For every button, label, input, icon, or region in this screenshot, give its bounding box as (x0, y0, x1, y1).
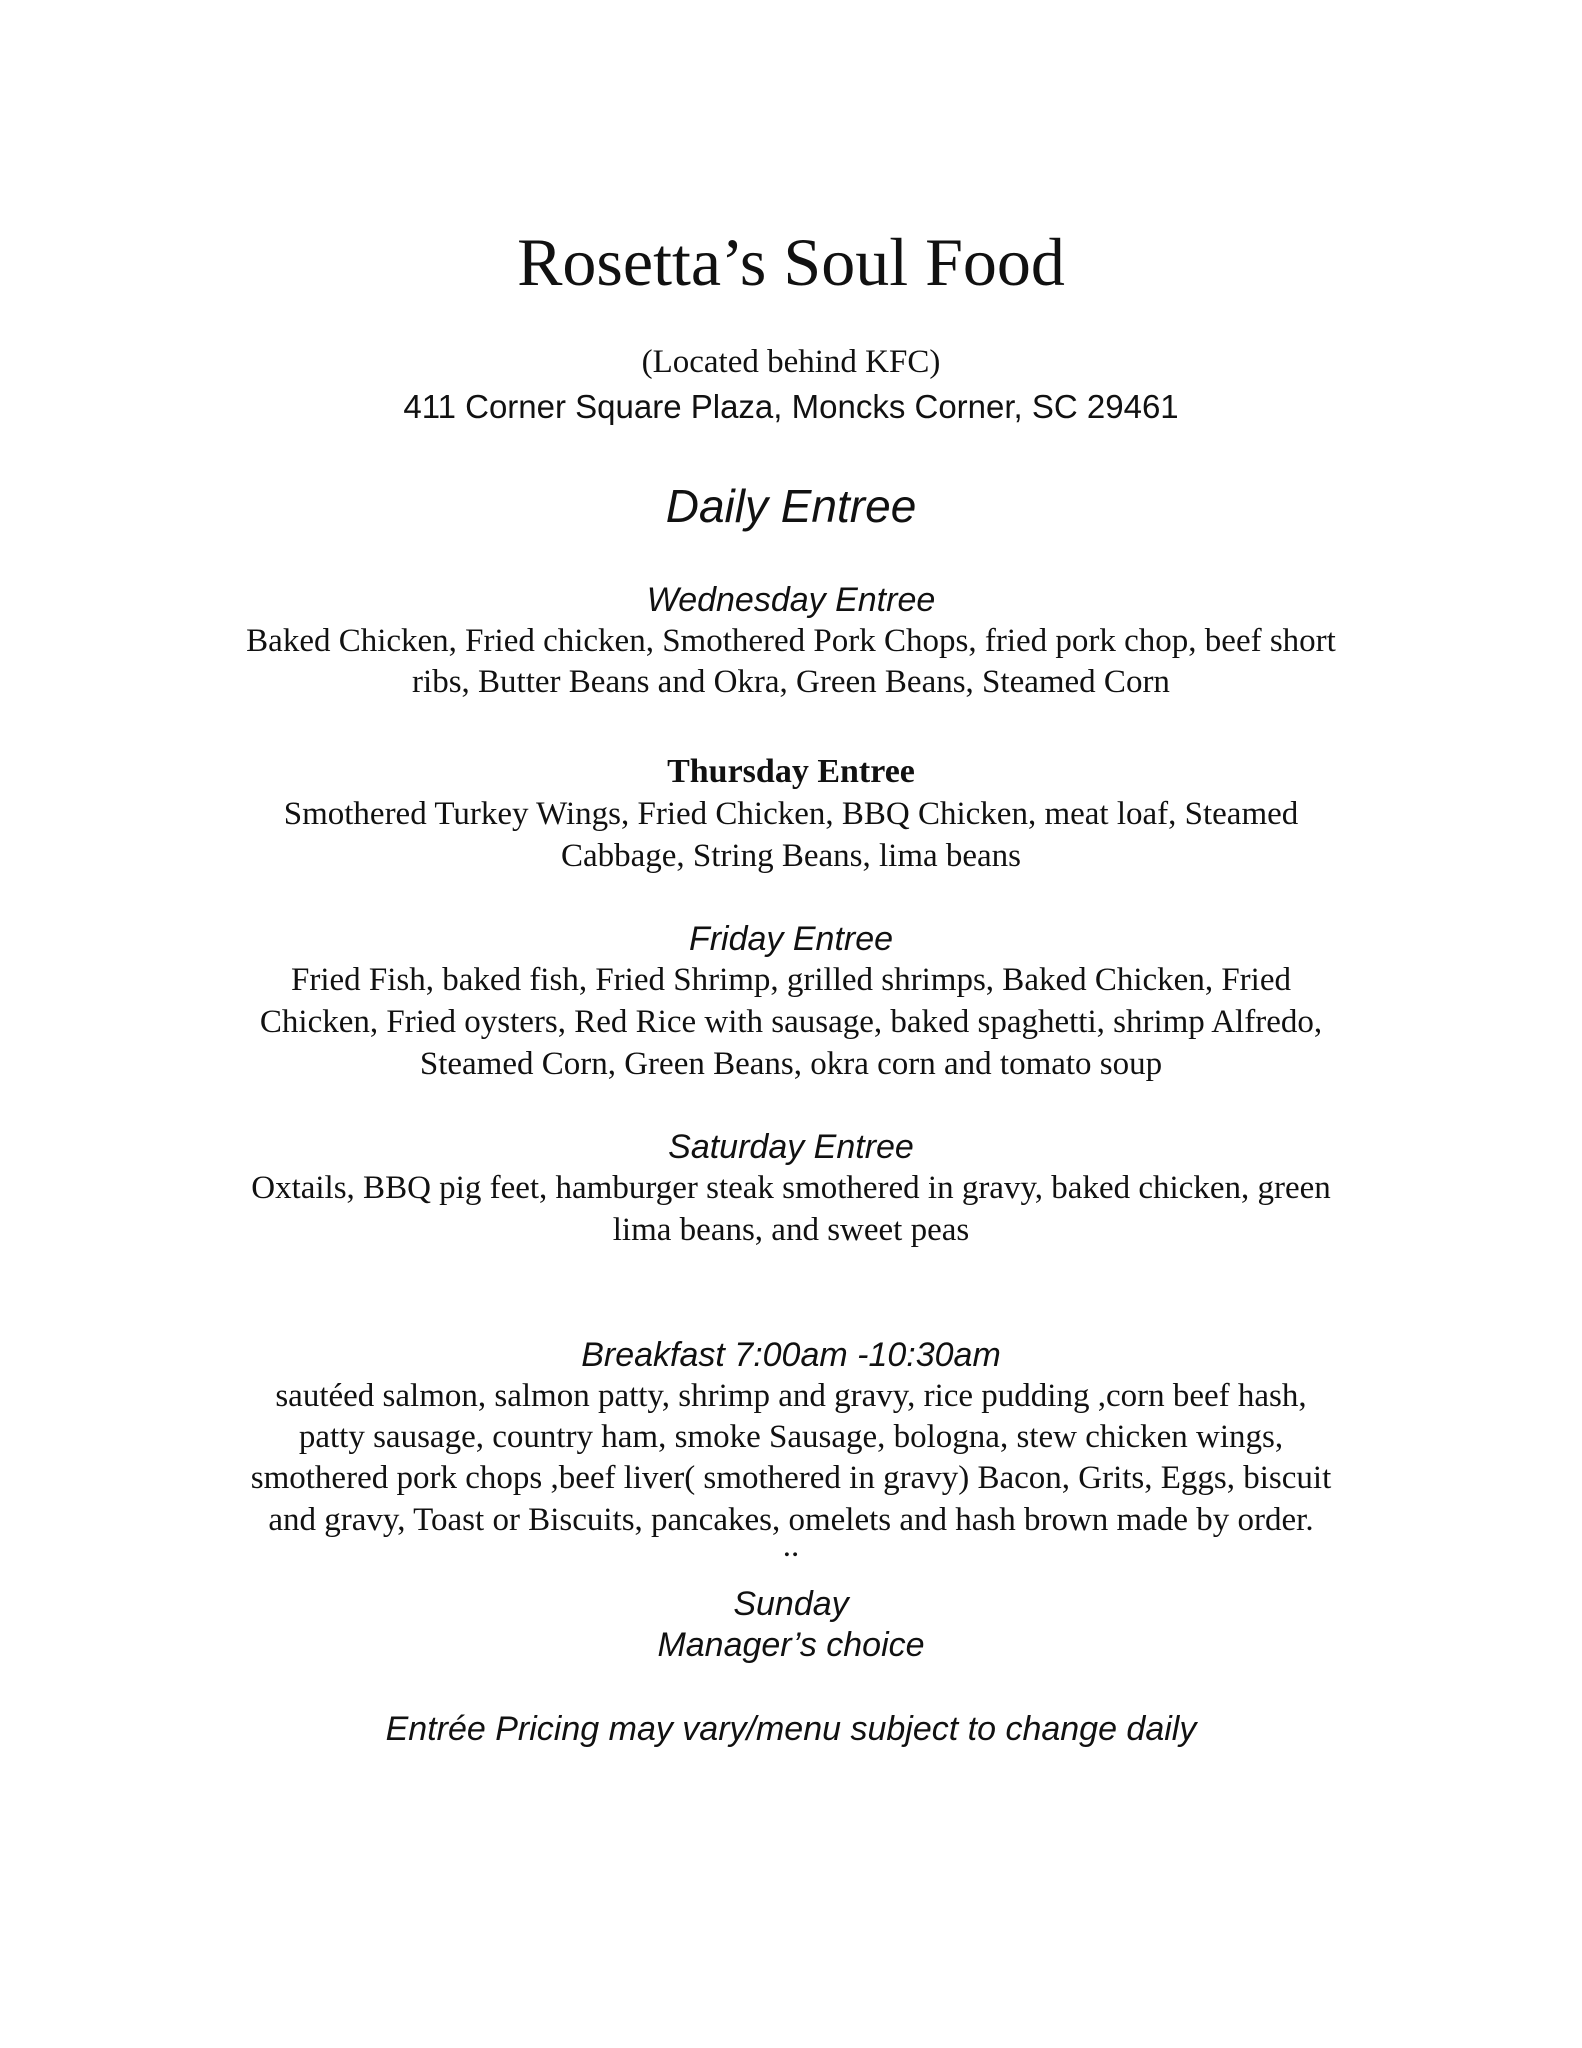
saturday-line-2: lima beans, and sweet peas (612, 1212, 970, 1248)
daily-entree-heading: Daily Entree (665, 480, 917, 532)
breakfast-line-2: patty sausage, country ham, smoke Sausage, bologna, stew chicken wings, (298, 1419, 1284, 1455)
breakfast-heading: Breakfast 7:00am -10:30am (581, 1336, 1001, 1374)
breakfast-line-1: sautéed salmon, salmon patty, shrimp and gravy, rice pudding ,corn beef hash, (275, 1378, 1307, 1414)
wednesday-heading: Wednesday Entree (646, 581, 936, 619)
breakfast-line-4: and gravy, Toast or Biscuits, pancakes, omelets and hash brown made by order. (268, 1502, 1314, 1538)
friday-line-3: Steamed Corn, Green Beans, okra corn and tomato soup (419, 1046, 1163, 1082)
wednesday-line-2: ribs, Butter Beans and Okra, Green Beans, Steamed Corn (412, 664, 1170, 700)
sunday-line: Manager’s choice (657, 1626, 925, 1664)
restaurant-title: Rosetta’s Soul Food (517, 224, 1065, 300)
saturday-heading: Saturday Entree (668, 1128, 914, 1166)
pricing-note: Entrée Pricing may vary/menu subject to change daily (385, 1710, 1197, 1748)
address: 411 Corner Square Plaza, Moncks Corner, SC 29461 (403, 388, 1179, 425)
thursday-line-2: Cabbage, String Beans, lima beans (560, 838, 1022, 874)
friday-heading: Friday Entree (688, 920, 894, 958)
location-note: (Located behind KFC) (641, 344, 941, 380)
thursday-line-1: Smothered Turkey Wings, Fried Chicken, BBQ Chicken, meat loaf, Steamed (283, 796, 1299, 832)
friday-line-1: Fried Fish, baked fish, Fried Shrimp, grilled shrimps, Baked Chicken, Fried (291, 962, 1291, 998)
thursday-heading: Thursday Entree (667, 753, 915, 790)
friday-line-2: Chicken, Fried oysters, Red Rice with sausage, baked spaghetti, shrimp Alfredo, (259, 1004, 1323, 1040)
breakfast-dots: .. (782, 1528, 800, 1564)
sunday-heading: Sunday (733, 1585, 849, 1623)
wednesday-line-1: Baked Chicken, Fried chicken, Smothered Pork Chops, fried pork chop, beef short (246, 623, 1336, 659)
saturday-line-1: Oxtails, BBQ pig feet, hamburger steak smothered in gravy, baked chicken, green (251, 1170, 1331, 1206)
breakfast-line-3: smothered pork chops ,beef liver( smothered in gravy) Bacon, Grits, Eggs, biscuit (250, 1460, 1332, 1496)
